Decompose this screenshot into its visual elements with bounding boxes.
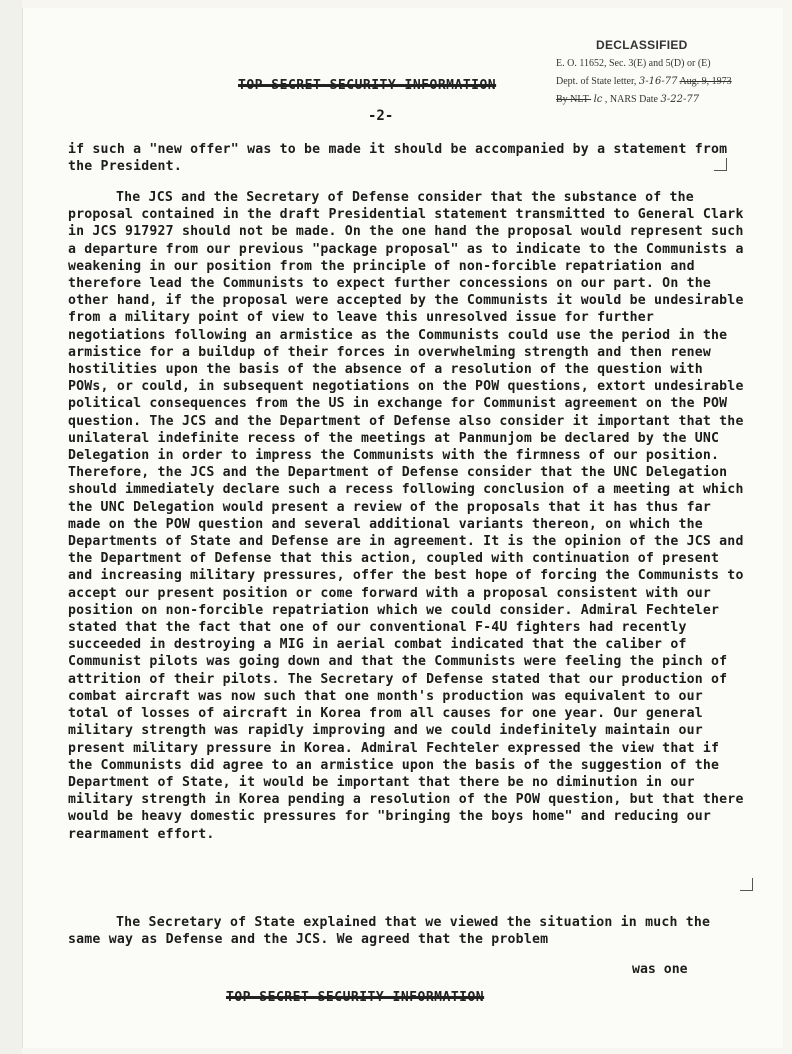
declassification-stamp bbox=[556, 38, 782, 109]
letter-date-handwritten: 3-16-77 bbox=[638, 76, 678, 87]
by-label: By NLT- bbox=[556, 94, 592, 105]
page-number: -2- bbox=[368, 108, 394, 124]
continuation-catchword: was one bbox=[632, 962, 688, 977]
nars-date-handwritten: 3-22-77 bbox=[660, 94, 700, 105]
paragraph-3: The Secretary of State explained that we viewed the situation in much the same way as Defense and the JCS. We agreed that the problem bbox=[68, 915, 711, 948]
margin-mark-2 bbox=[740, 878, 753, 891]
by-initials-handwritten: lc bbox=[593, 94, 603, 105]
paragraph-1: if such a "new offer" was to be made it should be accompanied by a statement from the President. bbox=[68, 142, 728, 175]
nars-date-label: , NARS Date bbox=[604, 94, 658, 105]
declassification-letter-line bbox=[556, 73, 782, 91]
margin-mark-1 bbox=[714, 158, 727, 171]
letter-date-struck: Aug. 9, 1973 bbox=[679, 76, 732, 87]
declassified-title: DECLASSIFIED bbox=[596, 38, 688, 52]
declassification-authority: E. O. 11652, Sec. 3(E) and 5(D) or (E) bbox=[556, 58, 711, 69]
classification-footer: TOP SECRET SECURITY INFORMATION bbox=[226, 990, 485, 1005]
paragraph-2: The JCS and the Secretary of Defense consider that the substance of the proposal contained in the draft Presidential statement transmitted to General Clark in JCS 917927 should not be made. On the one hand the proposal would represent such a departure from our previous "package proposal" as to indicate to the Communists a weakening in our position from the principle of non-forcible repatriation and therefore lead the Communists to expect further concessions on our part. On the other hand, if the proposal were accepted by the Communists it would be undesirable from a military point of view to leave this unresolved issue for further negotiations following an armistice as the Communists could use the period in the armistice for a buildup of their forces in overwhelming strength and then renew hostilities upon the basis of the absence of a resolution of the question with POWs, or could, in subsequent negotiations on the POW questions, extort undesirable political consequences from the US in exchange for Communist agreement on the POW question. The JCS and the Department of Defense also consider it important that the unilateral indefinite recess of the meetings at Panmunjom be declared by the UNC Delegation in order to impress the Communists with the firmness of our position. Therefore, the JCS and the Department of Defense consider that the UNC Delegation should immediately declare such a recess following conclusion of a meeting at which the UNC Delegation would present a review of the proposals that it has thus far made on the POW question and several additional variants thereon, on which the Departments of State and Defense are in agreement. It is the opinion of the JCS and the Department of Defense that this action, coupled with continuation of present and increasing military pressures, offer the best hope of forcing the Communists to accept our present position or come forward with a proposal consistent with our position on non-forcible repatriation which we could consider. Admiral Fechteler stated that the fact that one of our conventional F-4U fighters had recently succeeded in destroying a MIG in aerial combat indicated that the caliber of Communist pilots was going down and that the Communists were feeling the pinch of attrition of their pilots. The Secretary of Defense stated that our production of combat aircraft was now such that one month's production was equivalent to our total of losses of aircraft in Korea from all causes for one year. Our general military strength was rapidly improving and we could indefinitely maintain our present military pressure in Korea. Admiral Fechteler expressed the view that if the Communists did agree to an armistice upon the basis of the suggestion of the Department of State, it would be important that there be no diminution in our military strength in Korea pending a resolution of the POW question, but that there would be heavy domestic pressures for "bringing the boys home" and reducing our rearmament effort. bbox=[68, 190, 744, 842]
classification-header: TOP SECRET SECURITY INFORMATION bbox=[238, 78, 497, 93]
scan-edge bbox=[0, 0, 22, 1054]
declassification-nars-line bbox=[556, 91, 782, 109]
letter-label: Dept. of State letter, bbox=[556, 76, 637, 87]
